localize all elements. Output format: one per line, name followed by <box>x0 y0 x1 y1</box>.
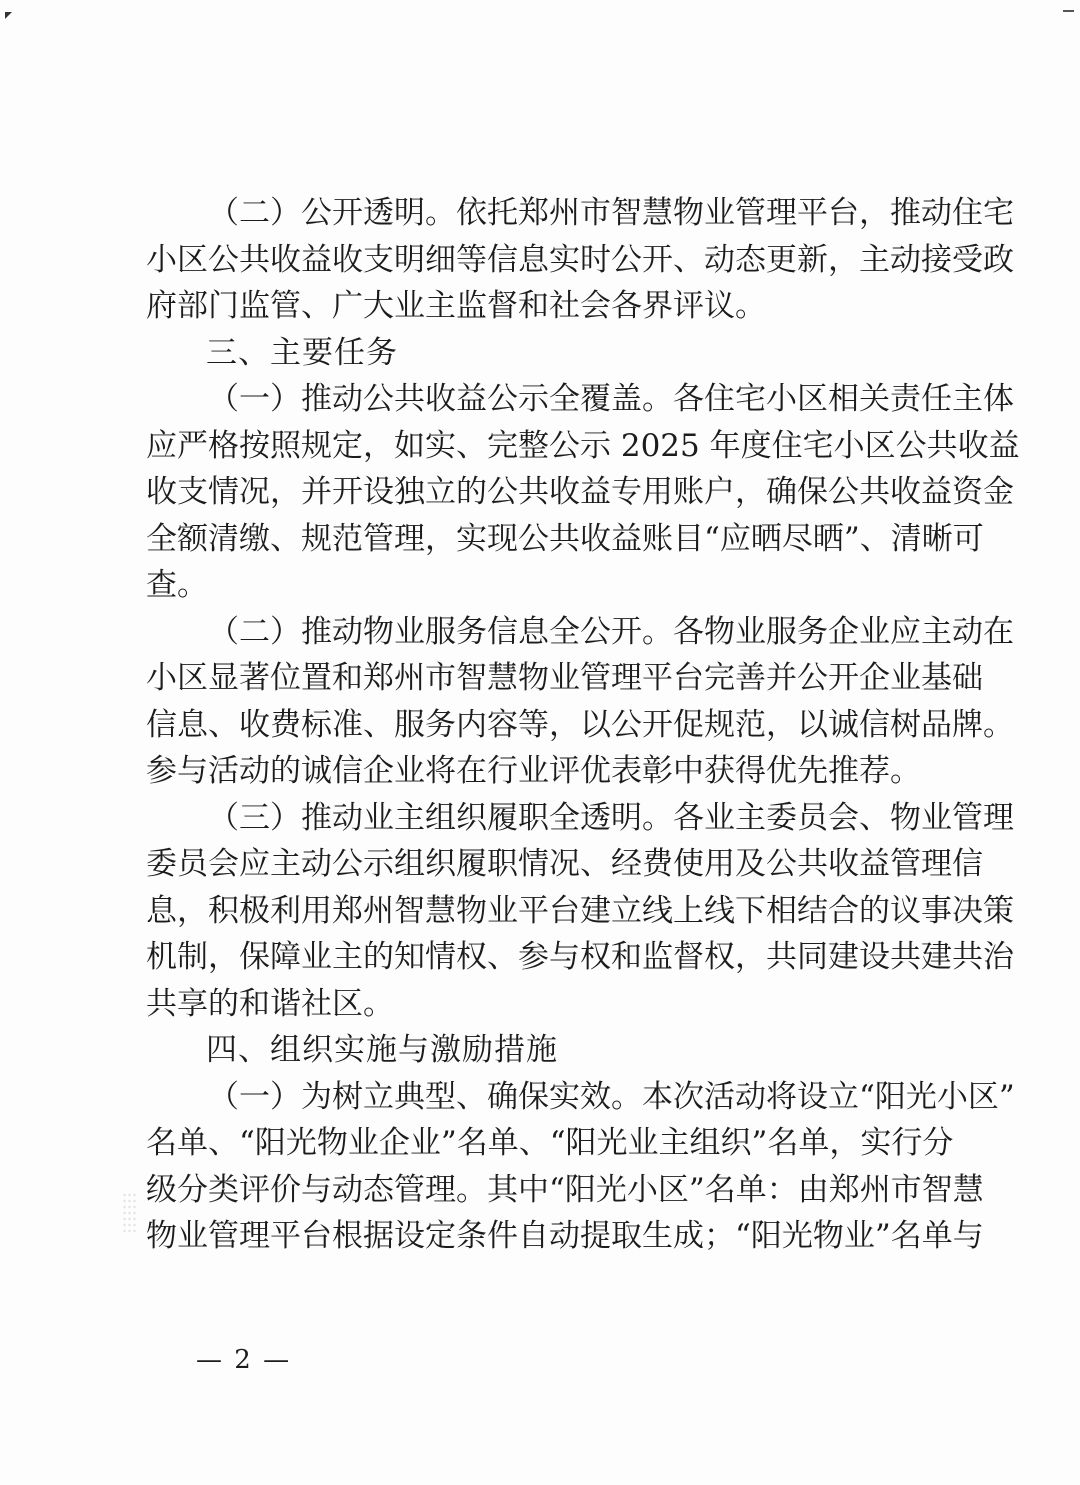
paragraph-line: 小区公共收益收支明细等信息实时公开、动态更新，主动接受政 <box>146 241 1014 278</box>
section-heading: 四、组织实施与激励措施 <box>206 1032 558 1068</box>
paragraph-line: 参与活动的诚信企业将在行业评优表彰中获得优先推荐。 <box>146 753 921 789</box>
paragraph-line: 府部门监管、广大业主监督和社会各界评议。 <box>146 288 766 324</box>
scan-corner-mark-top-right <box>1063 10 1074 12</box>
scan-margin-speckle <box>122 1192 136 1232</box>
paragraph-line: （一）推动公共收益公示全覆盖。各住宅小区相关责任主体 <box>208 381 1014 417</box>
paragraph-line: （二）公开透明。依托郑州市智慧物业管理平台，推动住宅 <box>208 195 1014 231</box>
section-heading: 三、主要任务 <box>206 334 398 371</box>
paragraph-line: 物业管理平台根据设定条件自动提取生成；“阳光物业”名单与 <box>146 1218 984 1254</box>
paragraph-line: （二）推动物业服务信息全公开。各物业服务企业应主动在 <box>208 613 1014 650</box>
paragraph-line: 应严格按照规定，如实、完整公示 2025 年度住宅小区公共收益 <box>146 427 1020 464</box>
paragraph-line: 息，积极利用郑州智慧物业平台建立线上线下相结合的议事决策 <box>146 892 1014 929</box>
paragraph-line: 查。 <box>146 567 208 603</box>
scan-corner-mark-top-left <box>5 12 12 19</box>
paragraph-line: 名单、“阳光物业企业”名单、“阳光业主组织”名单，实行分 <box>146 1125 954 1161</box>
paragraph-line: 委员会应主动公示组织履职情况、经费使用及公共收益管理信 <box>146 846 983 882</box>
paragraph-line: （三）推动业主组织履职全透明。各业主委员会、物业管理 <box>208 799 1014 836</box>
paragraph-line: 小区显著位置和郑州市智慧物业管理平台完善并公开企业基础 <box>146 660 983 696</box>
paragraph-line: 信息、收费标准、服务内容等，以公开促规范，以诚信树品牌。 <box>146 706 1014 743</box>
paragraph-line: （一）为树立典型、确保实效。本次活动将设立“阳光小区” <box>208 1078 1015 1115</box>
paragraph-line: 共享的和谐社区。 <box>146 985 394 1022</box>
paragraph-line: 全额清缴、规范管理，实现公共收益账目“应晒尽晒”、清晰可 <box>146 520 984 557</box>
paragraph-line: 机制，保障业主的知情权、参与权和监督权，共同建设共建共治 <box>146 939 1014 975</box>
paragraph-line: 级分类评价与动态管理。其中“阳光小区”名单：由郑州市智慧 <box>146 1171 984 1208</box>
paragraph-line: 收支情况，并开设独立的公共收益专用账户，确保公共收益资金 <box>146 474 1014 510</box>
document-body <box>146 190 1020 1260</box>
page-number: — 2 — <box>196 1345 292 1375</box>
